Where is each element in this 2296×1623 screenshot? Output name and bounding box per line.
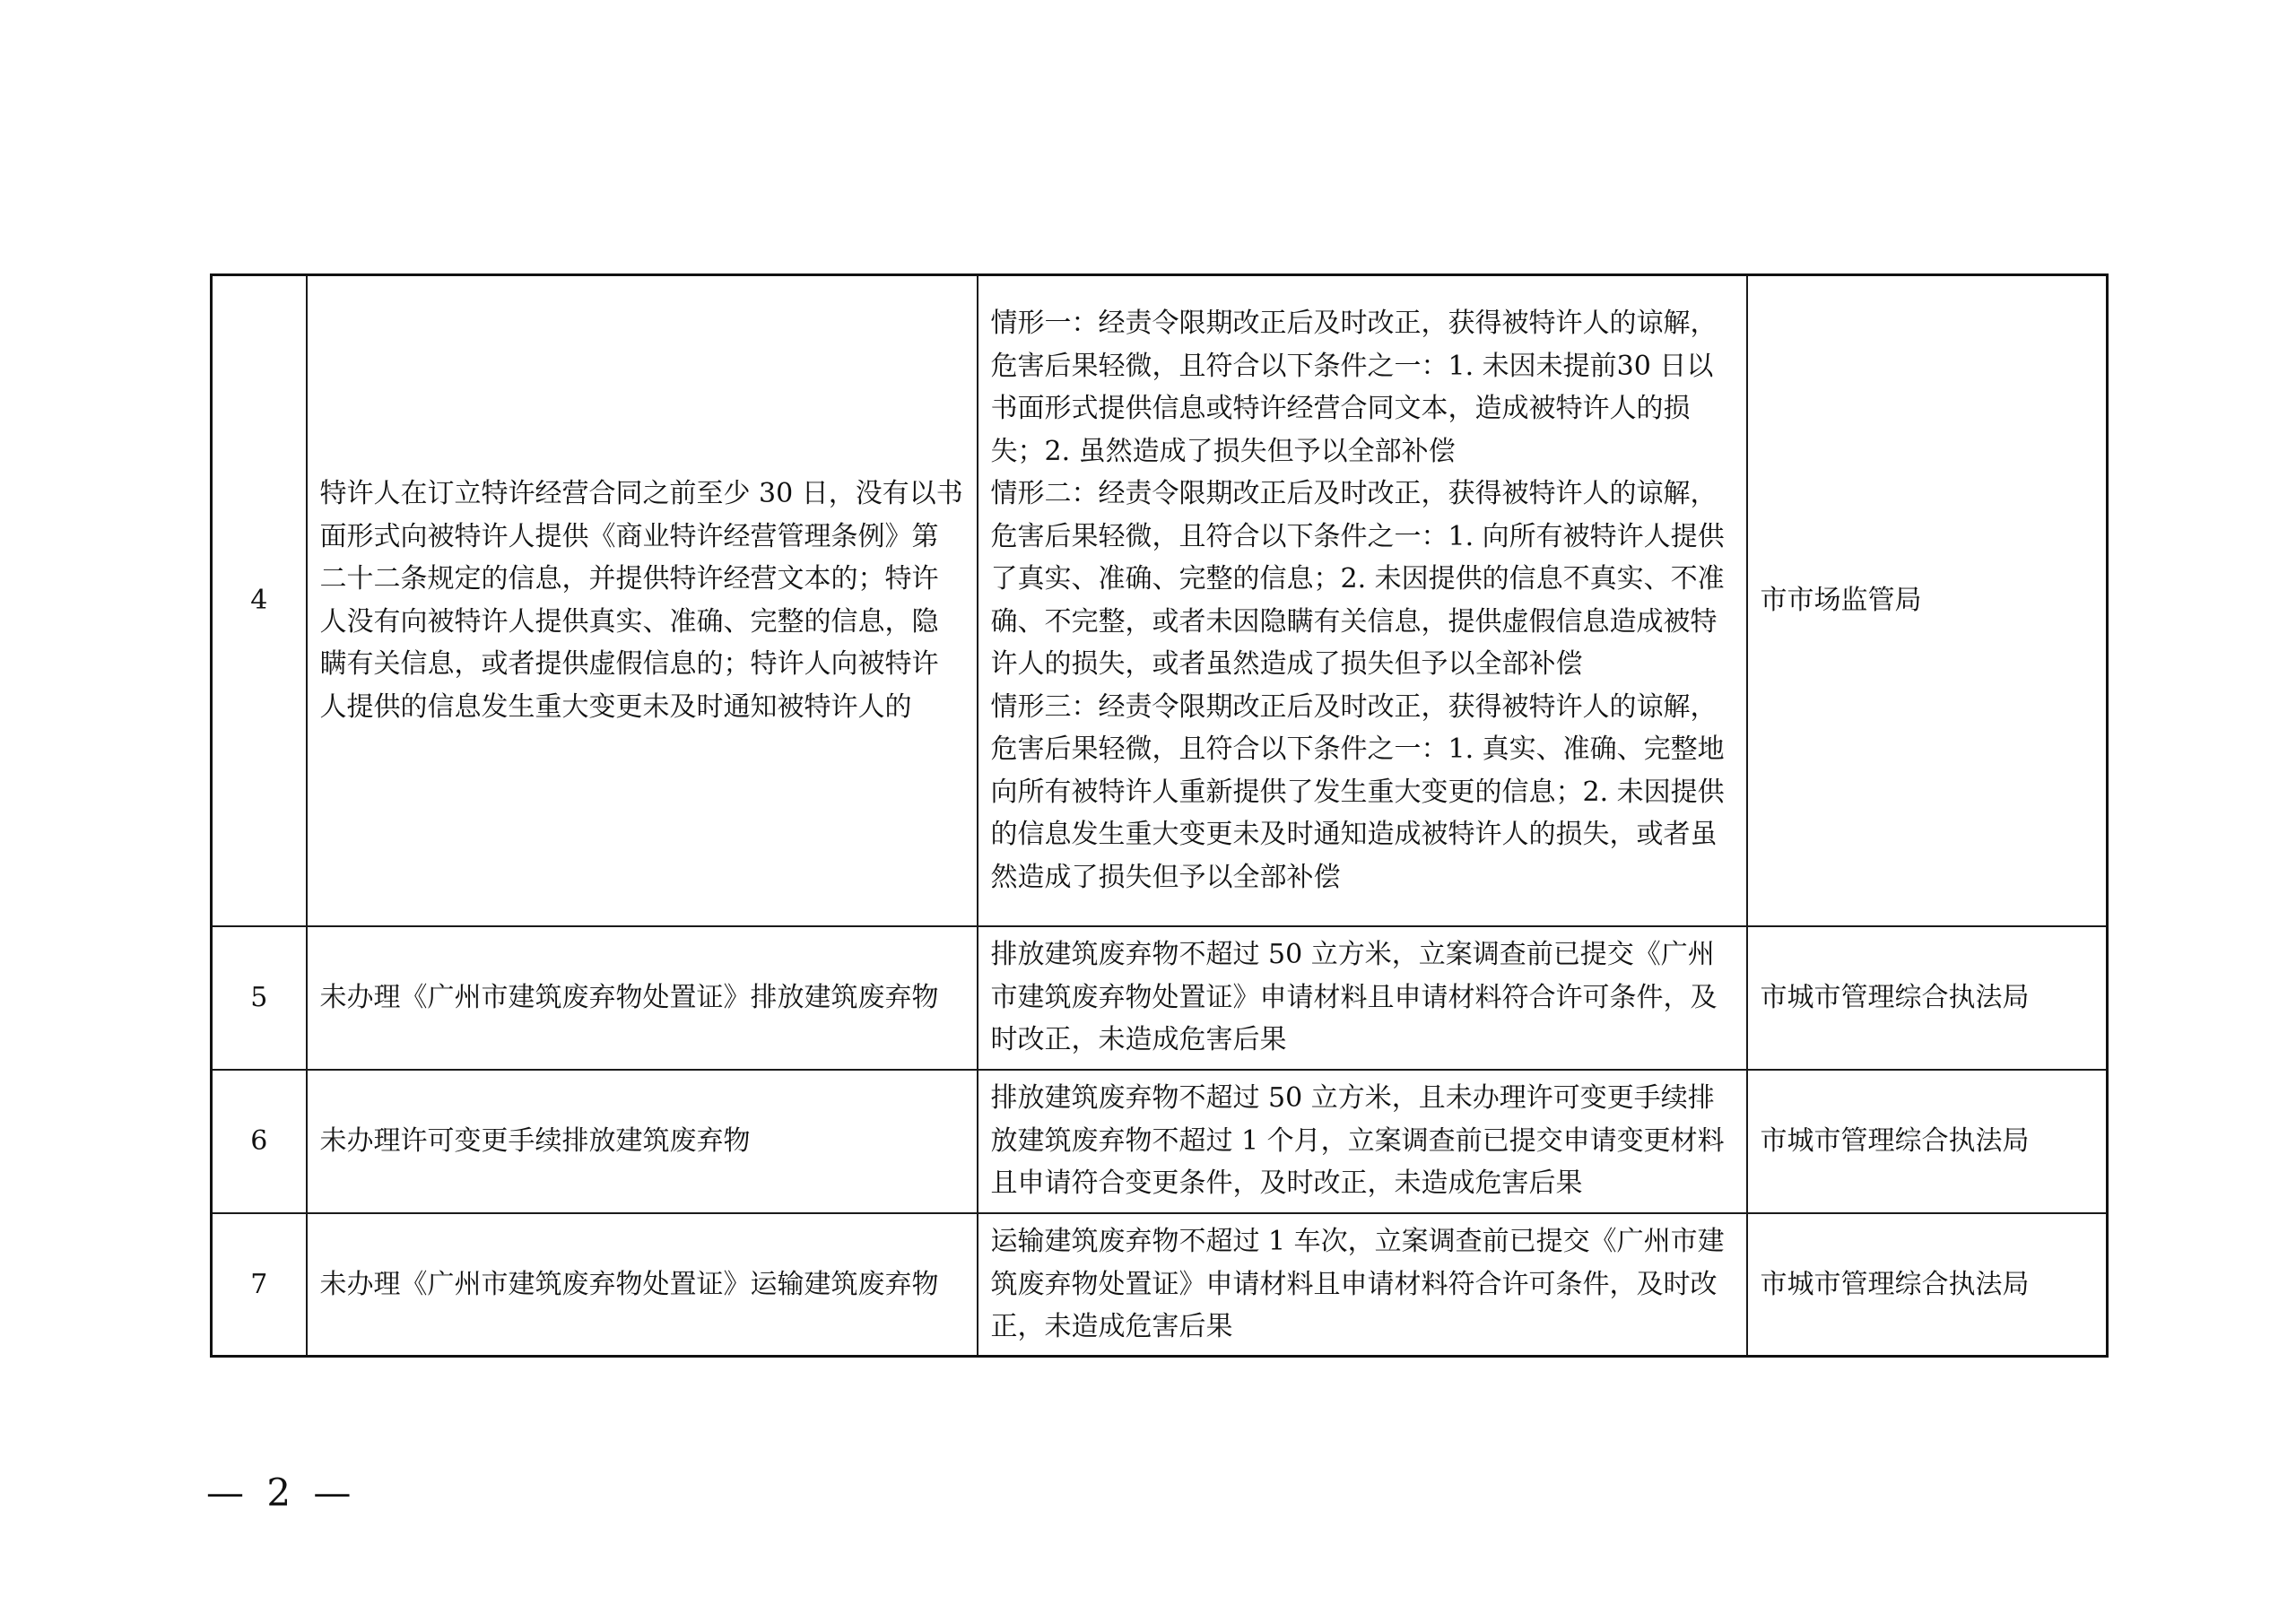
row-number: 4 [212, 275, 307, 926]
enforcement-department: 市市场监管局 [1747, 275, 2108, 926]
violation-behavior: 未办理《广州市建筑废弃物处置证》排放建筑废弃物 [307, 926, 978, 1070]
enforcement-department: 市城市管理综合执法局 [1747, 926, 2108, 1070]
table-row [212, 1070, 2108, 1213]
violation-behavior: 未办理许可变更手续排放建筑废弃物 [307, 1070, 978, 1213]
enforcement-department: 市城市管理综合执法局 [1747, 1070, 2108, 1213]
condition-case-1: 排放建筑废弃物不超过 50 立方米，且未办理许可变更手续排放建筑废弃物不超过 1 个月，立案调查前已提交申请变更材料且申请符合变更条件，及时改正，未造成危害后果 [990, 1082, 1725, 1200]
row-number: 5 [212, 926, 307, 1070]
exemption-list-table [210, 273, 2109, 1358]
violation-behavior: 未办理《广州市建筑废弃物处置证》运输建筑废弃物 [307, 1213, 978, 1357]
table-row [212, 275, 2108, 926]
condition-case-1: 情形一：经责令限期改正后及时改正，获得被特许人的谅解，危害后果轻微，且符合以下条件之一：1. 未因未提前30 日以书面形式提供信息或特许经营合同文本，造成被特许人的损失；2. 虽然造成了损失但予以全部补偿 [990, 308, 1718, 467]
table-row [212, 926, 2108, 1070]
condition-case-1: 运输建筑废弃物不超过 1 车次，立案调查前已提交《广州市建筑废弃物处置证》申请材料且申请材料符合许可条件，及时改正，未造成危害后果 [990, 1226, 1725, 1342]
enforcement-department: 市城市管理综合执法局 [1747, 1213, 2108, 1357]
condition-case-2: 情形二：经责令限期改正后及时改正，获得被特许人的谅解，危害后果轻微，且符合以下条件之一：1. 向所有被特许人提供了真实、准确、完整的信息；2. 未因提供的信息不真实、不准确、不完整，或者未因隐瞒有关信息，提供虚假信息造成被特许人的损失，或者虽然造成了损失但予以全部补偿 [990, 478, 1725, 681]
exemption-conditions [978, 1070, 1747, 1213]
exemption-conditions [978, 275, 1747, 926]
page-number: — 2 — [206, 1471, 357, 1515]
exemption-conditions [978, 926, 1747, 1070]
condition-case-3: 情形三：经责令限期改正后及时改正，获得被特许人的谅解，危害后果轻微，且符合以下条件之一：1. 真实、准确、完整地向所有被特许人重新提供了发生重大变更的信息；2. 未因提供的信息发生重大变更未及时通知造成被特许人的损失，或者虽然造成了损失但予以全部补偿 [990, 690, 1725, 893]
row-number: 7 [212, 1213, 307, 1357]
condition-case-1: 排放建筑废弃物不超过 50 立方米，立案调查前已提交《广州市建筑废弃物处置证》申请材料且申请材料符合许可条件，及时改正，未造成危害后果 [990, 939, 1718, 1056]
exemption-conditions [978, 1213, 1747, 1357]
violation-behavior: 特许人在订立特许经营合同之前至少 30 日，没有以书面形式向被特许人提供《商业特许经营管理条例》第二十二条规定的信息，并提供特许经营文本的；特许人没有向被特许人提供真实、准确、完整的信息，隐瞒有关信息，或者提供虚假信息的；特许人向被特许人提供的信息发生重大变更未及时通知被特许人的 [307, 275, 978, 926]
table-row [212, 1213, 2108, 1357]
row-number: 6 [212, 1070, 307, 1213]
